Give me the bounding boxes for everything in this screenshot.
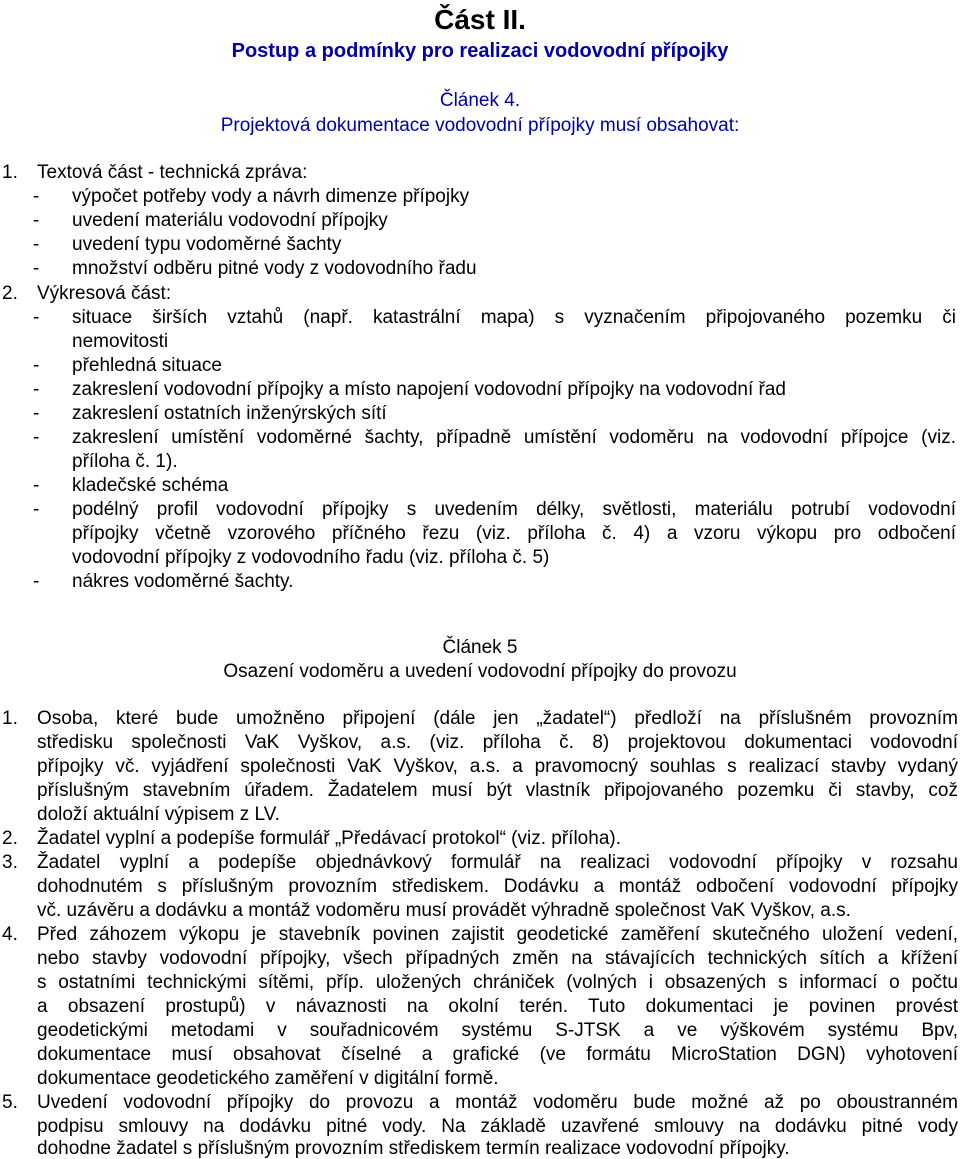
bullet-dash: - xyxy=(33,258,40,279)
bullet-dash: - xyxy=(33,427,40,448)
paragraph-line: podpisu smlouvy na dodávku pitné vody. Na základě uzavřené smlouvy na dodávku pitné vody xyxy=(37,1116,958,1137)
paragraph-line: geodetickými metodami v souřadnicovém systému S-JTSK a ve výškovém systému Bpv, xyxy=(37,1020,958,1041)
paragraph-line: příslušným stavebním úřadem. Žadatelem musí být vlastník připojovaného pozemku či stavby, což xyxy=(37,780,958,801)
paragraph-line: s ostatními technickými sítěmi, příp. uložených chrániček (volných i obsazených s informací o počtu xyxy=(37,972,958,993)
paragraph-line: dokumentace musí obsahovat číselné a grafické (ve formátu MicroStation DGN) vyhotovení xyxy=(37,1044,958,1065)
article-4-subheading: Projektová dokumentace vodovodní přípojky musí obsahovat: xyxy=(220,115,740,136)
bullet-dash: - xyxy=(33,475,40,496)
list-item: zakreslení ostatních inženýrských sítí xyxy=(72,403,387,424)
part-title: Část II. xyxy=(434,4,526,35)
bullet-dash: - xyxy=(33,355,40,376)
paragraph-line: doloží aktuální výpisem z LV. xyxy=(37,804,280,825)
list-number: 2. xyxy=(2,828,18,849)
paragraph-line: Osoba, které bude umožněno připojení (dále jen „žadatel“) předloží na příslušném provozním xyxy=(37,708,958,729)
list-item: výpočet potřeby vody a návrh dimenze přípojky xyxy=(72,186,470,207)
list-item-continuation: přípojky včetně vzorového příčného řezu (viz. příloha č. 4) a vzoru výkopu pro odbočení xyxy=(72,523,956,544)
bullet-dash: - xyxy=(33,234,40,255)
bullet-dash: - xyxy=(33,210,40,231)
section-title-vykresova-cast: Výkresová část: xyxy=(37,283,172,304)
article-4-heading: Článek 4. xyxy=(439,90,521,111)
part-subtitle: Postup a podmínky pro realizaci vodovodní přípojky xyxy=(231,40,729,62)
section-title-textova-cast: Textová část - technická zpráva: xyxy=(37,162,308,183)
list-item: situace širších vztahů (např. katastrální mapa) s vyznačením připojovaného pozemku či xyxy=(72,307,956,328)
paragraph-line: dokumentace geodetického zaměření v digitální formě. xyxy=(37,1068,499,1089)
list-item: přehledná situace xyxy=(72,355,222,376)
list-item-continuation: příloha č. 1). xyxy=(72,451,178,472)
paragraph-line: přípojky vč. vyjádření společnosti VaK Vyškov, a.s. a pravomocný souhlas s realizací stavby vydaný xyxy=(37,756,958,777)
list-number: 5. xyxy=(2,1092,18,1113)
bullet-dash: - xyxy=(33,186,40,207)
paragraph-line: Uvedení vodovodní přípojky do provozu a montáž vodoměru bude možné až po oboustranném xyxy=(37,1092,958,1113)
list-item: nákres vodoměrné šachty. xyxy=(72,571,294,592)
paragraph-line: nebo stavby vodovodní přípojky, všech případných změn na stávajících technických sítích a křížení xyxy=(37,948,958,969)
article-5-subheading: Osazení vodoměru a uvedení vodovodní přípojky do provozu xyxy=(223,661,737,682)
paragraph-line: dohodnutém s příslušným provozním střediskem. Dodávku a montáž odbočení vodovodní přípojky xyxy=(37,876,958,897)
bullet-dash: - xyxy=(33,571,40,592)
list-item-continuation: vodovodní přípojky z vodovodního řadu (viz. příloha č. 5) xyxy=(72,547,550,568)
bullet-dash: - xyxy=(33,499,40,520)
list-item: kladečské schéma xyxy=(72,475,229,496)
article-5-heading: Článek 5 xyxy=(442,637,518,658)
list-number: 3. xyxy=(2,852,18,873)
paragraph-line: Žadatel vyplní a podepíše formulář „Předávací protokol“ (viz. příloha). xyxy=(37,828,621,849)
list-item-continuation: nemovitosti xyxy=(72,331,169,352)
paragraph-line: středisku společnosti VaK Vyškov, a.s. (viz. příloha č. 8) projektovou dokumentaci vodovodní xyxy=(37,732,958,753)
list-item: zakreslení umístění vodoměrné šachty, případně umístění vodoměru na vodovodní přípojce (viz. xyxy=(72,427,956,448)
list-number: 1. xyxy=(2,708,18,729)
list-number: 1. xyxy=(2,162,18,183)
list-item: množství odběru pitné vody z vodovodního řadu xyxy=(72,258,477,279)
bullet-dash: - xyxy=(33,403,40,424)
bullet-dash: - xyxy=(33,307,40,328)
list-number: 2. xyxy=(2,283,18,304)
list-item: podélný profil vodovodní přípojky s uvedením délky, světlosti, materiálu potrubí vodovodní xyxy=(72,499,956,520)
paragraph-line: Žadatel vyplní a podepíše objednávkový formulář na realizaci vodovodní přípojky v rozsahu xyxy=(37,852,958,873)
paragraph-line: vč. uzávěru a dodávku a montáž vodoměru musí provádět výhradně společnost VaK Vyškov, a.s. xyxy=(37,900,851,921)
list-item: uvedení typu vodoměrné šachty xyxy=(72,234,342,255)
paragraph-line: Před záhozem výkopu je stavebník povinen zajistit geodetické zaměření skutečného uložení vedení, xyxy=(37,924,958,945)
list-item: uvedení materiálu vodovodní přípojky xyxy=(72,210,388,231)
list-number: 4. xyxy=(2,924,18,945)
list-item: zakreslení vodovodní přípojky a místo napojení vodovodní přípojky na vodovodní řad xyxy=(72,379,786,400)
paragraph-line: dohodne žadatel s příslušným provozním střediskem termín realizace vodovodní přípojky. xyxy=(37,1138,790,1159)
bullet-dash: - xyxy=(33,379,40,400)
paragraph-line: a obsazení prostupů) v návaznosti na okolní terén. Tuto dokumentaci je povinen provést xyxy=(37,996,958,1017)
